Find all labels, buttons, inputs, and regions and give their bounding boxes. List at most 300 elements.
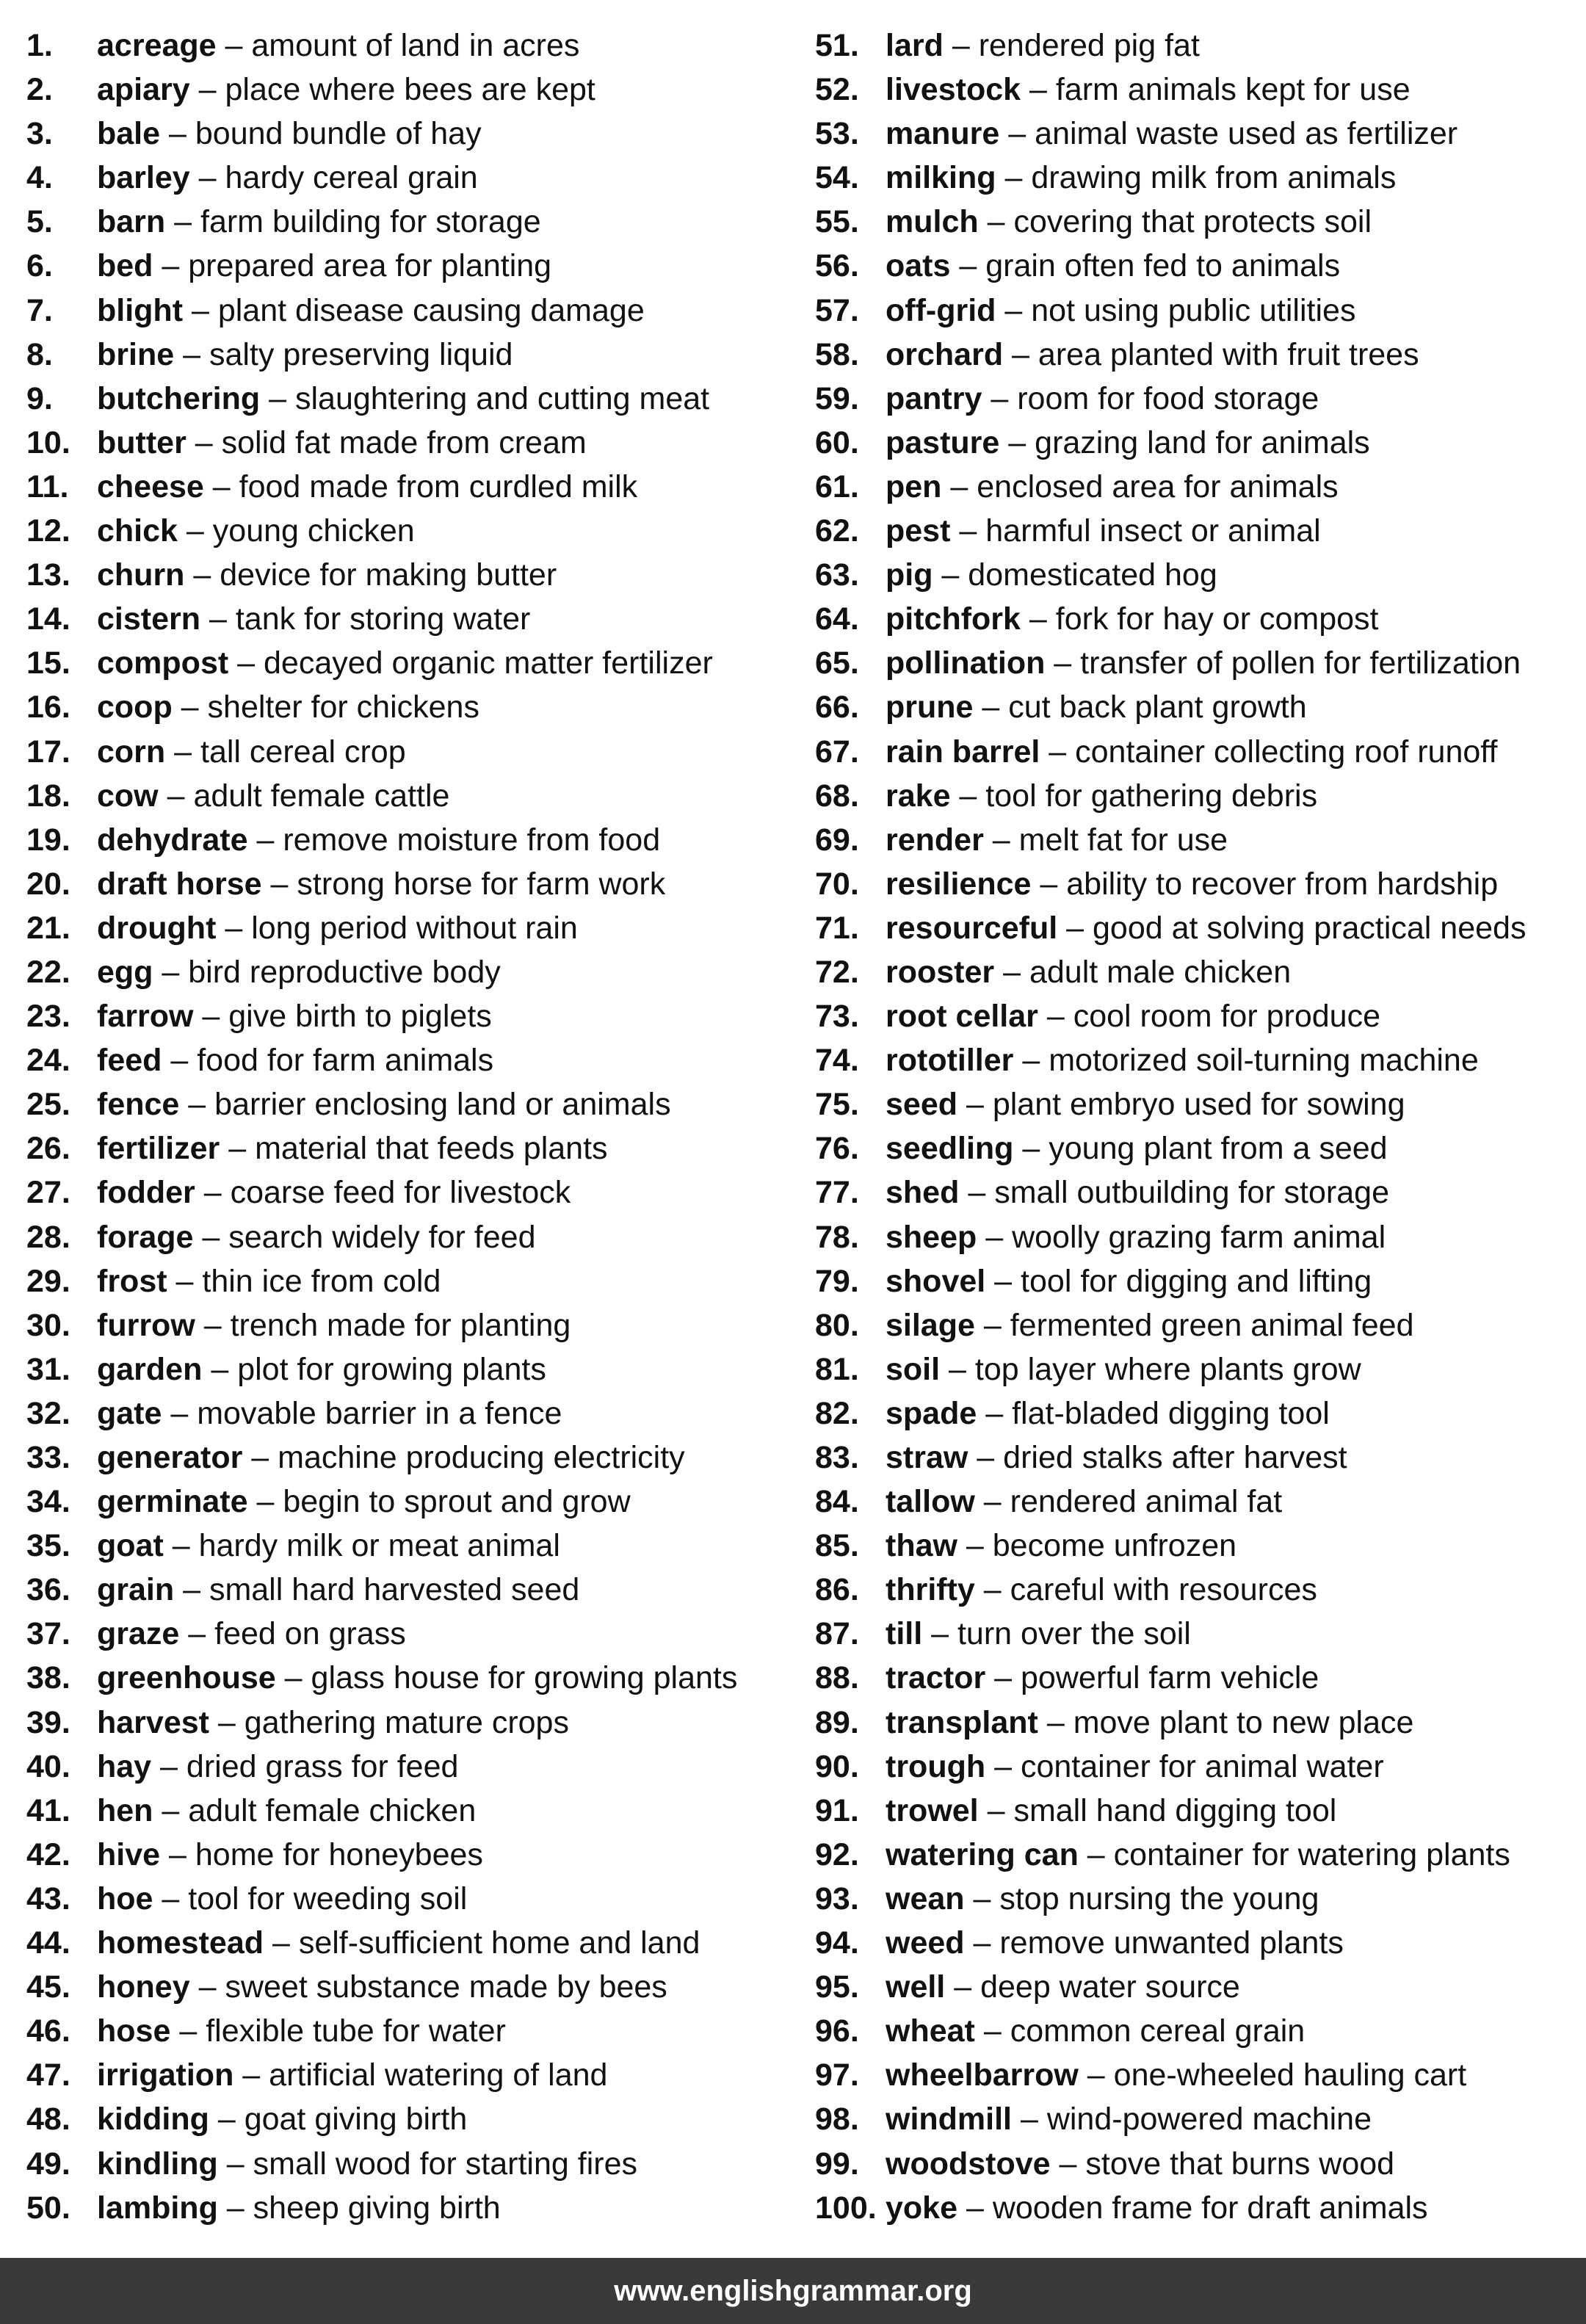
item-separator: – [184, 557, 220, 593]
item-separator: – [940, 1351, 975, 1387]
item-number: 48. [26, 2102, 70, 2137]
item-separator: – [959, 1175, 995, 1211]
item-separator: – [964, 1925, 1000, 1961]
item-separator: – [973, 689, 1009, 725]
vocabulary-item [815, 1745, 1579, 1789]
item-number: 60. [815, 424, 859, 460]
item-definition: fermented green animal feed [1010, 1307, 1414, 1343]
item-definition: hardy milk or meat animal [198, 1528, 560, 1564]
item-term: pig [886, 557, 933, 593]
item-term: woodstove [886, 2146, 1051, 2182]
vocabulary-item [26, 1789, 783, 1833]
item-definition: small wood for starting fires [253, 2146, 637, 2182]
item-separator: – [933, 557, 968, 593]
item-definition: powerful farm vehicle [1021, 1660, 1319, 1696]
item-separator: – [162, 1395, 198, 1431]
item-number: 72. [815, 954, 859, 990]
vocabulary-item [815, 2186, 1579, 2230]
item-definition: dried grass for feed [186, 1748, 459, 1784]
vocabulary-item [815, 377, 1579, 421]
item-number: 65. [815, 645, 859, 681]
item-term: cistern [97, 601, 201, 637]
vocabulary-list-right [815, 23, 1579, 2230]
item-definition: animal waste used as fertilizer [1035, 116, 1458, 152]
item-definition: move plant to new place [1073, 1704, 1414, 1740]
item-separator: – [264, 1925, 299, 1961]
item-definition: careful with resources [1010, 1572, 1317, 1608]
vocabulary-item [815, 2097, 1579, 2141]
item-definition: covering that protects soil [1013, 204, 1372, 240]
item-definition: farm building for storage [200, 204, 541, 240]
item-number: 58. [815, 336, 859, 372]
item-definition: trench made for planting [230, 1307, 571, 1343]
item-number: 23. [26, 999, 70, 1035]
item-number: 46. [26, 2013, 70, 2049]
item-definition: begin to sprout and grow [283, 1484, 631, 1520]
item-separator: – [163, 1528, 199, 1564]
vocabulary-item [26, 421, 783, 465]
item-number: 87. [815, 1616, 859, 1652]
item-number: 53. [815, 116, 859, 152]
item-number: 47. [26, 2057, 70, 2093]
item-number: 19. [26, 822, 70, 858]
item-separator: – [160, 116, 195, 152]
item-definition: one-wheeled hauling cart [1113, 2057, 1467, 2093]
item-definition: goat giving birth [244, 2102, 468, 2137]
item-number: 100. [815, 2190, 877, 2226]
item-separator: – [186, 424, 222, 460]
item-number: 11. [26, 468, 69, 504]
item-number: 40. [26, 1748, 70, 1784]
vocabulary-item [26, 950, 783, 994]
vocabulary-item [26, 68, 783, 112]
item-separator: – [945, 1969, 981, 2005]
item-separator: – [247, 822, 283, 858]
vocabulary-item [26, 1347, 783, 1391]
item-definition: small hard harvested seed [209, 1572, 580, 1608]
item-definition: plant embryo used for sowing [992, 1087, 1405, 1123]
item-term: homestead [97, 1925, 264, 1961]
item-number: 30. [26, 1307, 70, 1343]
item-definition: tool for digging and lifting [1021, 1263, 1372, 1299]
item-term: pen [886, 468, 942, 504]
item-term: irrigation [97, 2057, 234, 2093]
item-term: farrow [97, 999, 194, 1035]
item-separator: – [153, 1792, 189, 1828]
vocabulary-item [815, 1524, 1579, 1568]
item-number: 42. [26, 1836, 70, 1872]
item-number: 22. [26, 954, 70, 990]
item-separator: – [983, 822, 1019, 858]
item-term: pollination [886, 645, 1046, 681]
item-definition: area planted with fruit trees [1038, 336, 1419, 372]
item-definition: shelter for chickens [207, 689, 479, 725]
item-term: thrifty [886, 1572, 975, 1608]
item-term: tallow [886, 1484, 975, 1520]
item-term: hose [97, 2013, 171, 2049]
item-definition: room for food storage [1017, 380, 1319, 416]
item-separator: – [195, 1307, 231, 1343]
item-number: 49. [26, 2146, 70, 2182]
item-term: forage [97, 1219, 194, 1255]
item-separator: – [220, 1131, 256, 1167]
item-definition: place where bees are kept [225, 72, 595, 108]
item-number: 4. [26, 160, 53, 196]
vocabulary-item [26, 1436, 783, 1480]
item-definition: good at solving practical needs [1093, 910, 1527, 946]
item-term: barn [97, 204, 166, 240]
item-separator: – [996, 160, 1032, 196]
item-term: wean [886, 1880, 965, 1916]
item-separator: – [179, 1087, 215, 1123]
vocabulary-item [26, 1568, 783, 1612]
vocabulary-item [815, 818, 1579, 862]
item-separator: – [996, 292, 1032, 328]
vocabulary-item [815, 1038, 1579, 1082]
vocabulary-item [815, 509, 1579, 553]
item-term: pest [886, 513, 951, 549]
vocabulary-item [815, 68, 1579, 112]
item-separator: – [203, 468, 239, 504]
item-number: 37. [26, 1616, 70, 1652]
item-definition: tank for storing water [235, 601, 531, 637]
item-term: blight [97, 292, 184, 328]
item-number: 8. [26, 336, 53, 372]
item-separator: – [247, 1484, 283, 1520]
item-number: 76. [815, 1131, 859, 1167]
item-term: watering can [886, 1836, 1079, 1872]
item-definition: gathering mature crops [244, 1704, 569, 1740]
item-number: 26. [26, 1131, 70, 1167]
vocabulary-item [815, 862, 1579, 906]
item-separator: – [977, 1395, 1013, 1431]
item-separator: – [974, 2013, 1010, 2049]
item-separator: – [193, 999, 229, 1035]
item-separator: – [217, 2146, 253, 2182]
item-separator: – [957, 1087, 993, 1123]
item-separator: – [202, 1351, 238, 1387]
item-term: render [886, 822, 984, 858]
item-number: 33. [26, 1440, 70, 1475]
item-number: 17. [26, 734, 70, 770]
item-number: 69. [815, 822, 859, 858]
vocabulary-item [815, 1568, 1579, 1612]
vocabulary-item [815, 641, 1579, 685]
item-separator: – [189, 72, 225, 108]
item-number: 18. [26, 778, 70, 814]
item-definition: young plant from a seed [1049, 1131, 1388, 1167]
vocabulary-item [26, 685, 783, 729]
item-definition: melt fat for use [1018, 822, 1228, 858]
item-separator: – [174, 336, 209, 372]
item-number: 88. [815, 1660, 859, 1696]
item-definition: wooden frame for draft animals [992, 2190, 1428, 2226]
item-number: 61. [815, 468, 859, 504]
item-separator: – [994, 954, 1029, 990]
item-term: pitchfork [886, 601, 1021, 637]
item-number: 98. [815, 2102, 859, 2137]
item-term: seedling [886, 1131, 1014, 1167]
item-number: 50. [26, 2190, 70, 2226]
item-number: 89. [815, 1704, 859, 1740]
item-definition: fork for hay or compost [1055, 601, 1379, 637]
item-number: 39. [26, 1704, 70, 1740]
item-definition: thin ice from cold [202, 1263, 441, 1299]
item-separator: – [216, 910, 252, 946]
vocabulary-item [26, 2097, 783, 2141]
item-number: 73. [815, 999, 859, 1035]
vocabulary-item [26, 862, 783, 906]
item-definition: domesticated hog [968, 557, 1217, 593]
item-number: 9. [26, 380, 53, 416]
item-term: acreage [97, 28, 217, 63]
vocabulary-item [815, 553, 1579, 597]
item-definition: tall cereal crop [200, 734, 406, 770]
item-number: 64. [815, 601, 859, 637]
item-term: soil [886, 1351, 941, 1387]
item-number: 75. [815, 1087, 859, 1123]
item-definition: hardy cereal grain [225, 160, 478, 196]
vocabulary-item [26, 1921, 783, 1965]
vocabulary-item [815, 1656, 1579, 1700]
vocabulary-item [815, 1789, 1579, 1833]
item-separator: – [978, 204, 1014, 240]
item-separator: – [160, 1836, 195, 1872]
item-number: 86. [815, 1572, 859, 1608]
item-term: seed [886, 1087, 958, 1123]
item-definition: transfer of pollen for fertilization [1080, 645, 1521, 681]
item-term: prune [886, 689, 974, 725]
item-number: 15. [26, 645, 70, 681]
vocabulary-item [815, 289, 1579, 333]
item-separator: – [189, 1969, 225, 2005]
vocabulary-item [815, 906, 1579, 950]
vocabulary-item [26, 289, 783, 333]
item-separator: – [974, 1307, 1010, 1343]
item-number: 66. [815, 689, 859, 725]
item-number: 1. [26, 28, 53, 63]
item-term: generator [97, 1440, 243, 1475]
item-number: 81. [815, 1351, 859, 1387]
item-number: 70. [815, 866, 859, 902]
item-number: 27. [26, 1175, 70, 1211]
item-definition: flexible tube for water [206, 2013, 506, 2049]
vocabulary-item [26, 1965, 783, 2009]
item-definition: wind-powered machine [1046, 2102, 1372, 2137]
item-definition: adult female cattle [193, 778, 450, 814]
vocabulary-item [815, 23, 1579, 68]
item-number: 21. [26, 910, 70, 946]
item-term: shed [886, 1175, 960, 1211]
item-number: 32. [26, 1395, 70, 1431]
item-separator: – [195, 1175, 231, 1211]
vocabulary-item [26, 1877, 783, 1921]
item-definition: bird reproductive body [188, 954, 501, 990]
item-separator: – [964, 1880, 1000, 1916]
item-term: bale [97, 116, 161, 152]
item-number: 92. [815, 1836, 859, 1872]
item-separator: – [1013, 1043, 1049, 1079]
vocabulary-item [26, 597, 783, 641]
item-number: 45. [26, 1969, 70, 2005]
item-definition: enclosed area for animals [977, 468, 1339, 504]
item-term: butchering [97, 380, 261, 416]
item-separator: – [165, 204, 200, 240]
item-separator: – [275, 1660, 311, 1696]
item-separator: – [172, 689, 208, 725]
item-separator: – [1040, 734, 1076, 770]
item-term: oats [886, 248, 951, 284]
item-separator: – [1031, 866, 1067, 902]
item-separator: – [978, 1792, 1014, 1828]
vocabulary-item [26, 156, 783, 200]
item-definition: harmful insect or animal [985, 513, 1321, 549]
item-term: straw [886, 1440, 968, 1475]
vocabulary-item [815, 774, 1579, 818]
item-term: graze [97, 1616, 180, 1652]
vocabulary-item [815, 1303, 1579, 1347]
footer-bar [0, 2258, 1586, 2324]
vocabulary-item [26, 1745, 783, 1789]
vocabulary-item [815, 1833, 1579, 1877]
vocabulary-item [26, 1038, 783, 1082]
item-number: 68. [815, 778, 859, 814]
item-term: transplant [886, 1704, 1038, 1740]
item-separator: – [950, 248, 986, 284]
item-term: drought [97, 910, 217, 946]
vocabulary-item [815, 156, 1579, 200]
item-definition: small outbuilding for storage [994, 1175, 1389, 1211]
item-definition: cut back plant growth [1008, 689, 1307, 725]
item-number: 52. [815, 72, 859, 108]
footer-website-link[interactable]: www.englishgrammar.org [614, 2275, 972, 2307]
item-separator: – [217, 2190, 253, 2226]
vocabulary-item [26, 1524, 783, 1568]
item-separator: – [1038, 999, 1073, 1035]
item-separator: – [1012, 2102, 1047, 2137]
vocabulary-item [26, 1303, 783, 1347]
item-number: 83. [815, 1440, 859, 1475]
item-term: goat [97, 1528, 164, 1564]
item-separator: – [982, 380, 1018, 416]
item-term: brine [97, 336, 175, 372]
item-separator: – [179, 1616, 215, 1652]
item-definition: plot for growing plants [237, 1351, 546, 1387]
item-number: 56. [815, 248, 859, 284]
item-separator: – [167, 1263, 203, 1299]
item-separator: – [968, 1440, 1004, 1475]
item-term: sheep [886, 1219, 977, 1255]
item-number: 84. [815, 1484, 859, 1520]
vocabulary-item [26, 1126, 783, 1170]
item-definition: material that feeds plants [255, 1131, 608, 1167]
item-definition: home for honeybees [195, 1836, 483, 1872]
item-term: egg [97, 954, 153, 990]
item-separator: – [1045, 645, 1081, 681]
item-number: 63. [815, 557, 859, 593]
item-separator: – [162, 1043, 198, 1079]
vocabulary-item [815, 1701, 1579, 1745]
vocabulary-item [815, 1436, 1579, 1480]
item-number: 85. [815, 1528, 859, 1564]
item-definition: sheep giving birth [253, 2190, 501, 2226]
item-separator: – [922, 1616, 957, 1652]
item-number: 29. [26, 1263, 70, 1299]
item-separator: – [1078, 1836, 1114, 1872]
vocabulary-item [815, 2053, 1579, 2097]
item-term: gate [97, 1395, 162, 1431]
item-definition: become unfrozen [992, 1528, 1237, 1564]
item-separator: – [209, 2102, 245, 2137]
item-separator: – [1038, 1704, 1073, 1740]
vocabulary-item [26, 2053, 783, 2097]
item-term: trough [886, 1748, 986, 1784]
item-number: 96. [815, 2013, 859, 2049]
item-separator: – [1021, 72, 1056, 108]
item-definition: drawing milk from animals [1031, 160, 1397, 196]
item-separator: – [943, 28, 979, 63]
item-separator: – [170, 2013, 206, 2049]
item-number: 93. [815, 1880, 859, 1916]
item-definition: artificial watering of land [269, 2057, 608, 2093]
item-separator: – [977, 1219, 1013, 1255]
item-separator: – [242, 1440, 278, 1475]
item-definition: remove unwanted plants [999, 1925, 1344, 1961]
item-definition: strong horse for farm work [297, 866, 666, 902]
item-separator: – [158, 778, 194, 814]
item-term: lard [886, 28, 944, 63]
item-separator: – [200, 601, 236, 637]
item-definition: deep water source [980, 1969, 1240, 2005]
item-term: feed [97, 1043, 162, 1079]
item-term: cheese [97, 468, 204, 504]
item-number: 36. [26, 1572, 70, 1608]
vocabulary-item [815, 2142, 1579, 2186]
item-separator: – [1050, 2146, 1086, 2182]
item-definition: decayed organic matter fertilizer [264, 645, 713, 681]
item-definition: flat-bladed digging tool [1012, 1395, 1330, 1431]
item-definition: amount of land in acres [251, 28, 580, 63]
item-definition: plant disease causing damage [217, 292, 645, 328]
item-term: root cellar [886, 999, 1038, 1035]
item-number: 28. [26, 1219, 70, 1255]
item-number: 59. [815, 380, 859, 416]
item-definition: food for farm animals [197, 1043, 494, 1079]
vocabulary-item [26, 1391, 783, 1436]
item-term: rain barrel [886, 734, 1040, 770]
item-term: milking [886, 160, 996, 196]
item-term: till [886, 1616, 923, 1652]
item-definition: device for making butter [220, 557, 557, 593]
vocabulary-item [815, 1612, 1579, 1656]
item-separator: – [985, 1263, 1021, 1299]
item-definition: container collecting roof runoff [1075, 734, 1498, 770]
vocabulary-item [815, 994, 1579, 1038]
item-definition: remove moisture from food [283, 822, 661, 858]
item-definition: small hand digging tool [1013, 1792, 1337, 1828]
item-number: 10. [26, 424, 70, 460]
vocabulary-item [26, 906, 783, 950]
item-term: off-grid [886, 292, 996, 328]
item-separator: – [999, 424, 1035, 460]
item-term: windmill [886, 2102, 1012, 2137]
item-number: 62. [815, 513, 859, 549]
vocabulary-item [26, 730, 783, 774]
vocabulary-item [26, 2142, 783, 2186]
item-definition: food made from curdled milk [239, 468, 638, 504]
item-term: harvest [97, 1704, 209, 1740]
item-separator: – [957, 2190, 993, 2226]
